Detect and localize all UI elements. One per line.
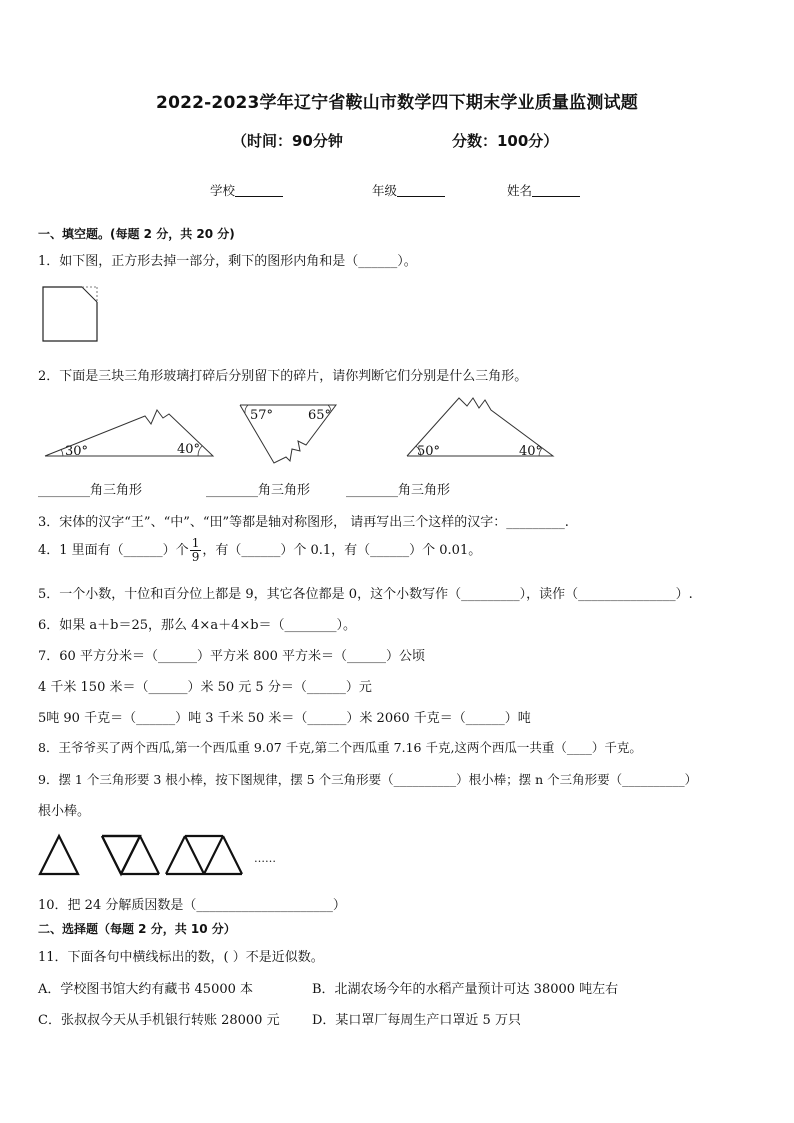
angle-label: 65° [308,408,332,423]
square-cut-figure [42,286,100,342]
section1-heading: 一、填空题。(每题 2 分，共 20 分) [38,227,235,241]
exam-time: （时间：90分钟 [232,132,343,150]
fraction-denominator: 9 [191,550,200,564]
question-9: 9．摆 1 个三角形要 3 根小棒，按下图规律，摆 5 个三角形要（__________）根小棒；摆 n 个三角形要（__________） [38,772,698,787]
angle-label: 30° [65,444,89,459]
option-d[interactable]: D．某口罩厂每周生产口罩近 5 万只 [312,1013,521,1028]
name-label: 姓名 [507,183,533,198]
triangle-answer-1[interactable]: ________角三角形 [38,483,143,498]
question-11: 11．下面各句中横线标出的数，( ）不是近似数。 [38,950,324,965]
question-7-line-1: 7．60 平方分米＝（______）平方米 800 平方米＝（______）公顷 [38,649,426,664]
name-field [507,181,580,199]
option-c[interactable]: C．张叔叔今天从手机银行转账 28000 元 [38,1013,280,1028]
fraction-one-ninth [190,537,202,564]
fraction-numerator: 1 [191,536,200,550]
question-1: 1．如下图，正方形去掉一部分，剩下的图形内角和是（______）。 [38,254,417,269]
grade-label: 年级 [372,183,398,198]
continuation-dots: …… [254,852,276,865]
triangle-fragment-1 [45,404,215,460]
question-9-continued: 根小棒。 [38,804,91,819]
option-b[interactable]: B．北湖农场今年的水稻产量预计可达 38000 吨左右 [312,982,619,997]
question-4-part-b: ，有（______）个 0.1，有（______）个 0.01。 [202,543,482,558]
angle-label: 50° [417,444,441,459]
question-2: 2．下面是三块三角形玻璃打碎后分别留下的碎片，请你判断它们分别是什么三角形。 [38,369,528,384]
triangle-fragment-3 [407,396,555,460]
angle-label: 57° [250,408,274,423]
school-label: 学校 [210,183,236,198]
question-7-line-3: 5吨 90 千克＝（______）吨 3 千米 50 米＝（______）米 2060 千克＝（______）吨 [38,711,531,726]
angle-label: 40° [177,442,201,457]
section2-heading: 二、选择题（每题 2 分，共 10 分） [38,922,236,936]
question-8: 8．王爷爷买了两个西瓜,第一个西瓜重 9.07 千克,第二个西瓜重 7.16 千克,这两个西瓜一共重（____）千克。 [38,740,642,755]
grade-field [372,181,445,199]
school-blank[interactable] [235,184,283,197]
question-4-part-a: 4．1 里面有（______）个 [38,543,189,558]
question-3: 3．宋体的汉字“王”、“中”、“田”等都是轴对称图形， 请再写出三个这样的汉字：_________. [38,515,569,530]
exam-score: 分数：100分） [452,132,559,150]
triangle-answer-2[interactable]: ________角三角形 [206,483,311,498]
question-5: 5．一个小数，十位和百分位上都是 9，其它各位都是 0，这个小数写作（_________），读作（_______________）. [38,587,693,602]
question-4 [38,537,481,564]
triangle-sticks-figure [38,834,288,876]
option-a[interactable]: A．学校图书馆大约有藏书 45000 本 [38,982,254,997]
page-title: 2022-2023学年辽宁省鞍山市数学四下期末学业质量监测试题 [156,93,638,113]
name-blank[interactable] [532,184,580,197]
question-10: 10．把 24 分解质因数是（_____________________） [38,898,346,913]
grade-blank[interactable] [397,184,445,197]
question-6: 6．如果 a＋b＝25，那么 4×a＋4×b＝（________）。 [38,618,357,633]
school-field [210,181,283,199]
triangle-answer-3[interactable]: ________角三角形 [346,483,451,498]
triangle-fragment-2 [240,403,340,465]
question-7-line-2: 4 千米 150 米＝（______）米 50 元 5 分＝（______）元 [38,680,372,695]
angle-label: 40° [519,444,543,459]
